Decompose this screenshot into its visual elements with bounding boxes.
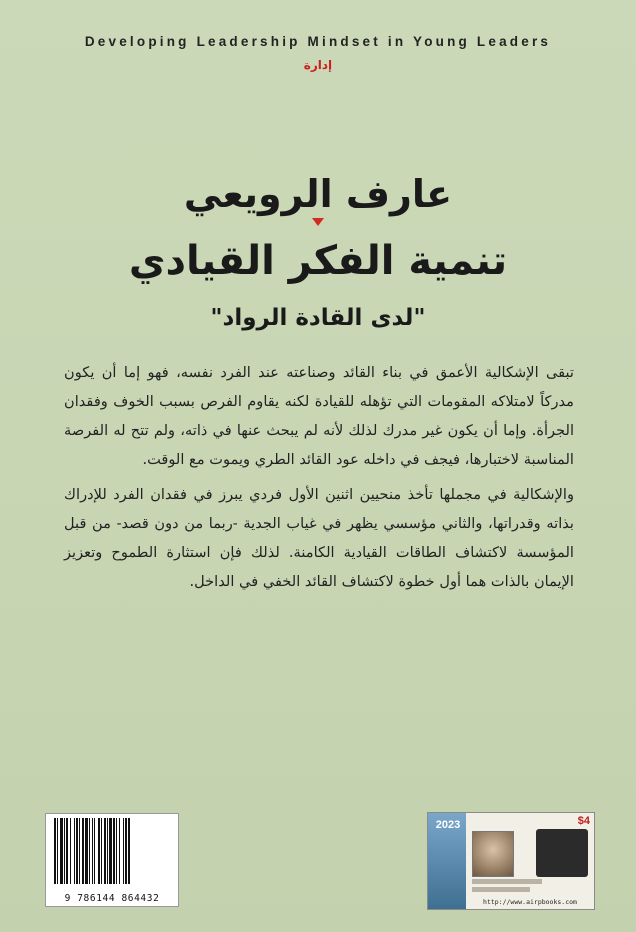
price-label: $4 [577, 815, 590, 827]
blurb-text [64, 358, 574, 602]
book-title: تنمية الفكر القيادي [128, 238, 508, 284]
series-logo: إدارة [303, 58, 333, 72]
barcode-icon [52, 818, 172, 888]
sticker-text-line [472, 879, 542, 884]
english-title: Developing Leadership Mindset in Young Leaders [84, 34, 552, 49]
book-fair-stamp [428, 813, 466, 909]
blurb-paragraph: والإشكالية في مجملها تأخذ منحيين اثنين الأول فردي يبرز في فقدان الفرد للإدراك بذاته وقدراتها، والثاني مؤسسي يظهر في غياب الجدية -ربما من دون قصد- من قبل المؤسسة لاكتشاف الطاقات القيادية الكامنة. لذلك فإن استثارة الطموح وتعزيز الإيمان بالذات هما أول خطوة لاكتشاف القائد الخفي في الداخل. [64, 486, 574, 590]
sticker-text-line [472, 887, 530, 892]
blurb-paragraph: تبقى الإشكالية الأعمق في بناء القائد وصناعته عند الفرد نفسه، فهو إما أن يكون مدركاً لامتلاكه المقومات التي تؤهله للقيادة لكنه يقاوم الفرص بسبب الخوف وفقدان الجرأة. وإما أن يكون غير مدرك لذلك لأنه لم يبحث عنها في ذاته، ولم تتح له الفرصة المناسبة لاختبارها، فيجف في داخله عود القائد الطري ويموت مع الوقت. [64, 364, 574, 468]
publisher-sticker [427, 812, 595, 910]
publisher-url: http://www.airpbooks.com [483, 898, 577, 906]
publisher-logo-icon [536, 829, 588, 877]
author-name: عارف الرويعي [183, 172, 453, 216]
isbn-number: 9 786144 864432 [64, 893, 160, 904]
red-triangle-marker [312, 218, 324, 226]
isbn-barcode [45, 813, 179, 907]
sticker-year: 2023 [435, 819, 461, 831]
book-subtitle: "لدى القادة الرواد" [210, 305, 426, 331]
portrait-photo [472, 831, 514, 877]
